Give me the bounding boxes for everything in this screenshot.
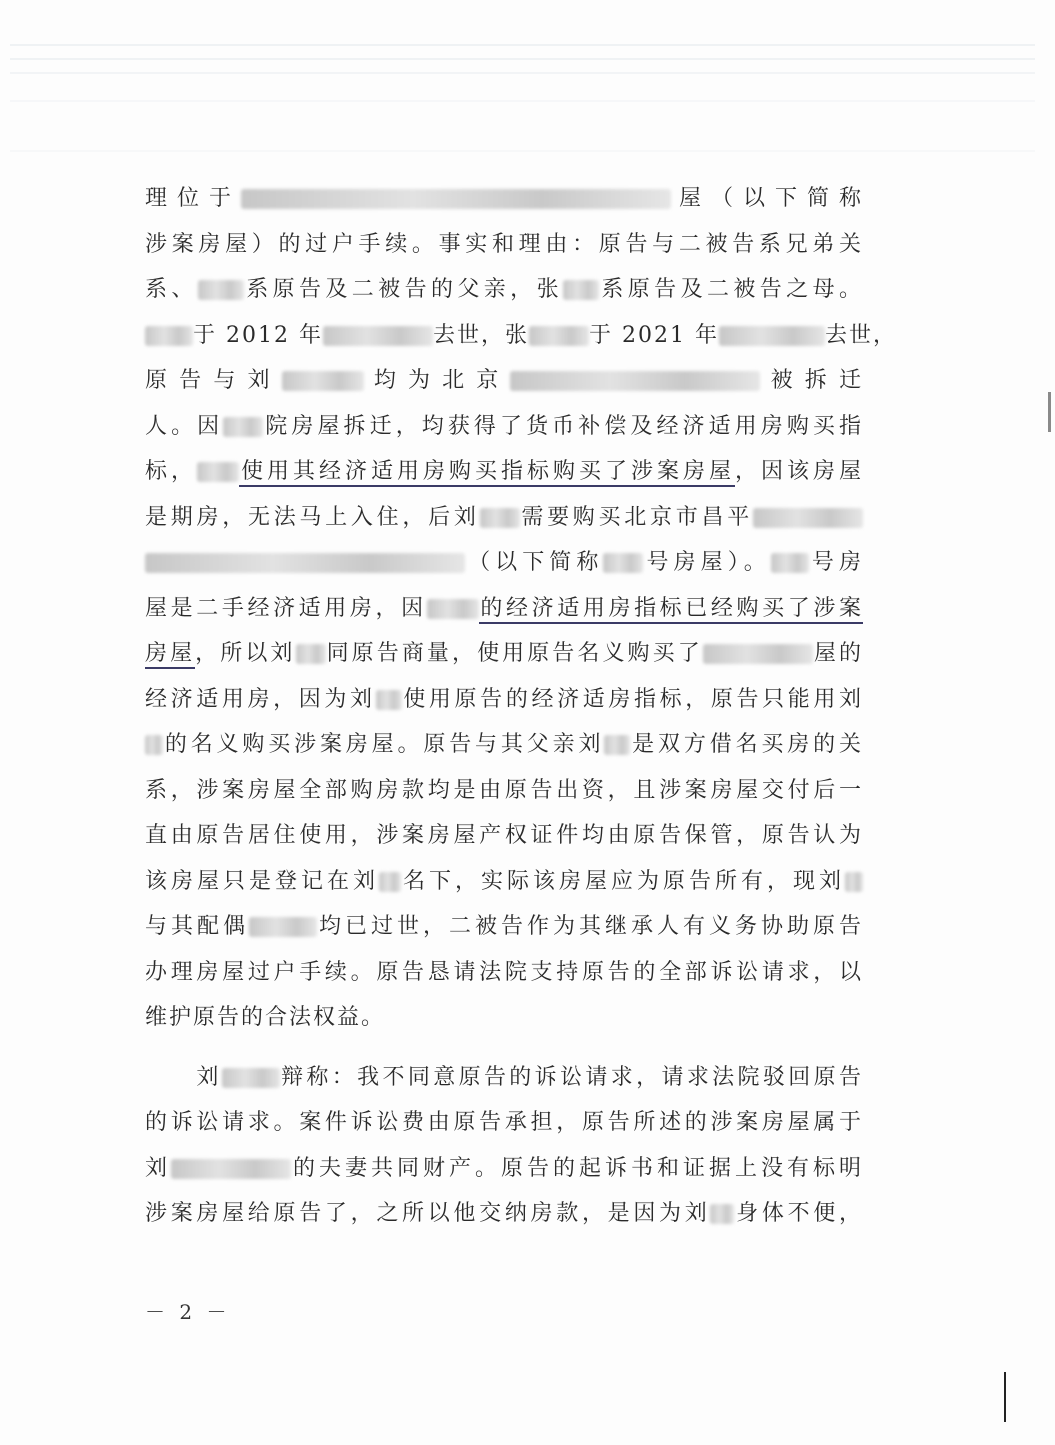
redaction: [710, 1204, 734, 1224]
text-line: （以下简称 号房屋）。 号房: [145, 540, 863, 586]
redaction: [845, 872, 863, 892]
redaction: [379, 872, 401, 892]
text-line: 涉案房屋）的过户手续。事实和理由：原告与二被告系兄弟关: [145, 231, 863, 257]
redaction: [719, 326, 825, 346]
text-line: 屋是二手经济适用房，因 的经济适用房指标已经购买了涉案: [145, 586, 863, 632]
redaction: [604, 735, 630, 755]
redaction: [753, 508, 863, 528]
text-line: 的诉讼请求。案件诉讼费由原告承担，原告所述的涉案房屋属于: [145, 1110, 863, 1135]
text-line: 理位于 屋（以下简称: [145, 186, 863, 211]
scan-artifact: [10, 44, 1035, 46]
document-body: [145, 176, 897, 1237]
text-line: 人。因 院房屋拆迁，均获得了货币补偿及经济适用房购买指: [145, 413, 863, 439]
text-line: 该房屋只是登记在刘 名下，实际该房屋应为原告所有，现刘: [145, 859, 863, 905]
text-line: 原告与刘 均为北京 被拆迁: [145, 368, 863, 393]
redaction: [703, 644, 813, 664]
text-line: 是期房，无法马上入住，后刘 需要购买北京市昌平: [145, 495, 863, 541]
scan-edge-mark: [1004, 1372, 1006, 1422]
scan-edge-mark: [1048, 392, 1051, 432]
redaction: [241, 189, 671, 209]
text-line: 的名义购买涉案房屋。原告与其父亲刘 是双方借名买房的关: [145, 722, 863, 768]
redaction: [145, 553, 465, 573]
redaction: [197, 462, 239, 482]
redaction: [282, 371, 364, 391]
text-line: 系、 系原告及二被告的父亲，张 系原告及二被告之母。: [145, 277, 863, 302]
redaction: [296, 644, 326, 664]
text-line: 直由原告居住使用，涉案房屋产权证件均由原告保管，原告认为: [145, 823, 863, 848]
text-line: 维护原告的合法权益。: [145, 1005, 386, 1030]
page-number: － 2 －: [145, 1300, 231, 1324]
redaction: [771, 553, 809, 573]
text-line: 于 2012 年 去世，张 于 2021 年 去世，: [145, 313, 863, 359]
text-line: 刘 的夫妻共同财产。原告的起诉书和证据上没有标明: [145, 1155, 863, 1181]
redaction: [376, 690, 402, 710]
redaction: [510, 371, 760, 391]
redaction: [145, 326, 193, 346]
redaction: [529, 326, 589, 346]
text-line: 标， 使用其经济适用房购买指标购买了涉案房屋，因该房屋: [145, 449, 863, 495]
text-line: 涉案房屋给原告了，之所以他交纳房款，是因为刘 身体不便，: [145, 1201, 863, 1226]
text-line: 刘 辩称：我不同意原告的诉讼请求，请求法院驳回原告: [195, 1064, 863, 1090]
scan-artifact: [10, 72, 1035, 74]
redaction: [249, 917, 317, 937]
text-line: 办理房屋过户手续。原告恳请法院支持原告的全部诉讼请求，以: [145, 959, 863, 985]
redaction: [223, 417, 263, 437]
redaction: [480, 508, 520, 528]
redaction: [563, 280, 599, 300]
text-line: 与其配偶 均已过世，二被告作为其继承人有义务协助原告: [145, 914, 863, 939]
scan-artifact: [10, 150, 1035, 152]
redaction: [171, 1159, 291, 1179]
text-line: 房屋，所以刘 同原告商量，使用原告名义购买了 屋的: [145, 631, 863, 677]
text-line: 经济适用房，因为刘 使用原告的经济适房指标，原告只能用刘: [145, 686, 863, 712]
redaction: [427, 599, 479, 619]
text-line: 系，涉案房屋全部购房款均是由原告出资，且涉案房屋交付后一: [145, 777, 863, 803]
scan-artifact: [10, 100, 1035, 102]
redaction: [222, 1068, 280, 1088]
redaction: [145, 735, 163, 755]
scan-artifact: [10, 58, 1035, 60]
redaction: [603, 553, 643, 573]
redaction: [323, 326, 433, 346]
redaction: [198, 280, 244, 300]
